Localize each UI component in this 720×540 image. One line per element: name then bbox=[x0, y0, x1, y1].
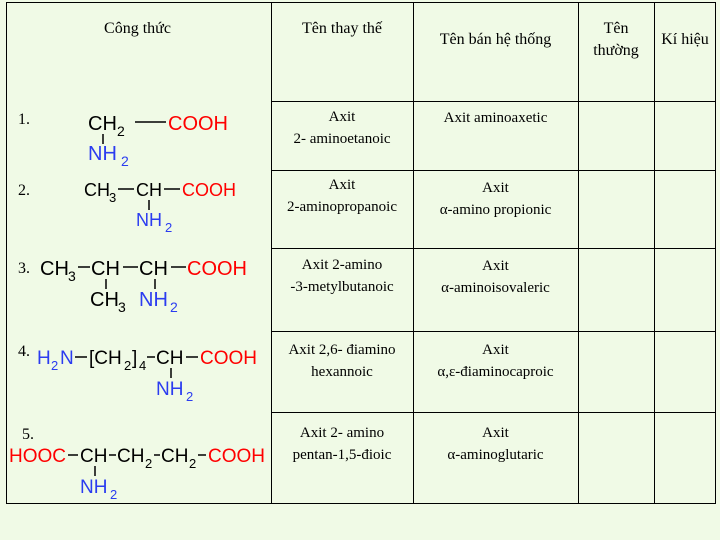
formula-amine: NH bbox=[136, 210, 162, 230]
formula-cooh: HOOC bbox=[9, 446, 66, 467]
formula-cooh: COOH bbox=[182, 180, 236, 200]
header-semi-systematic-name: Tên bán hệ thống bbox=[439, 31, 552, 49]
semi-systematic-name: Axit α-aminoisovaleric bbox=[441, 258, 550, 296]
semi-systematic-name: Axit α-amino propionic bbox=[439, 180, 552, 218]
formula-cooh: COOH bbox=[208, 446, 265, 467]
formula-subscript: 2 bbox=[110, 487, 118, 502]
semi-systematic-name: Axit α,ε-điaminocaproic bbox=[437, 342, 554, 380]
formula-valine bbox=[40, 258, 247, 315]
formula-subscript: 2 bbox=[121, 153, 129, 169]
formula-subscript: 2 bbox=[170, 299, 178, 315]
formula-amine: NH bbox=[139, 289, 168, 311]
formula-amine: NH bbox=[88, 143, 117, 165]
formula-subscript: 2 bbox=[117, 123, 125, 139]
formula-atom: CH bbox=[84, 180, 110, 200]
formula-glutamic-acid bbox=[9, 446, 265, 502]
formula-atom: CH bbox=[40, 258, 69, 280]
formula-subscript: 3 bbox=[68, 268, 76, 284]
row-number: 3. bbox=[18, 260, 30, 277]
formula-subscript: 3 bbox=[109, 190, 117, 205]
row-number: 2. bbox=[18, 182, 30, 199]
row-number: 1. bbox=[18, 111, 30, 128]
substitutive-name: Axit 2-aminopropanoic bbox=[287, 177, 397, 215]
formula-subscript: 2 bbox=[145, 456, 153, 471]
formula-subscript: 3 bbox=[118, 299, 126, 315]
formula-lysine bbox=[37, 348, 257, 404]
header-substitutive-name: Tên thay thế bbox=[302, 20, 382, 38]
formula-cooh: COOH bbox=[168, 113, 228, 135]
formula-atom: [CH bbox=[89, 348, 122, 369]
row-number: 5. bbox=[22, 426, 34, 443]
formula-atom: CH bbox=[139, 258, 168, 280]
header-formula: Công thức bbox=[104, 20, 171, 38]
row-number: 4. bbox=[18, 343, 30, 360]
substitutive-name: Axit 2- amino pentan-1,5-đioic bbox=[292, 425, 392, 463]
formula-subscript: 2 bbox=[165, 220, 173, 235]
semi-systematic-name: Axit α-aminoglutaric bbox=[447, 425, 544, 463]
formula-atom: CH bbox=[90, 289, 119, 311]
semi-systematic-name: Axit aminoaxetic bbox=[443, 110, 548, 127]
substitutive-name: Axit 2- aminoetanoic bbox=[293, 109, 391, 147]
formula-atom: CH bbox=[80, 446, 108, 467]
formula-subscript: 2 bbox=[124, 358, 132, 373]
formula-subscript: 4 bbox=[139, 358, 147, 373]
formula-atom: H bbox=[37, 348, 51, 369]
header-symbol: Kí hiệu bbox=[661, 31, 709, 49]
formula-amine: NH bbox=[156, 379, 184, 400]
formula-subscript: 2 bbox=[189, 456, 197, 471]
formula-atom: CH bbox=[161, 446, 189, 467]
header-common-name: Tên thường bbox=[593, 20, 639, 59]
formula-atom: CH bbox=[91, 258, 120, 280]
formula-subscript: 2 bbox=[186, 389, 194, 404]
formula-subscript: 2 bbox=[51, 358, 59, 373]
formula-atom: ] bbox=[132, 348, 138, 369]
formula-atom: N bbox=[60, 348, 74, 369]
formula-atom: CH bbox=[136, 180, 162, 200]
formula-atom: CH bbox=[88, 113, 117, 135]
substitutive-name: Axit 2,6- điamino hexannoic bbox=[288, 342, 396, 380]
formula-glycine bbox=[88, 113, 228, 169]
formula-amine: NH bbox=[80, 477, 108, 498]
formula-atom: CH bbox=[117, 446, 145, 467]
substitutive-name: Axit 2-amino -3-metylbutanoic bbox=[290, 257, 394, 295]
formula-cooh: COOH bbox=[187, 258, 247, 280]
formula-atom: CH bbox=[156, 348, 184, 369]
formula-cooh: COOH bbox=[200, 348, 257, 369]
formula-alanine bbox=[84, 180, 236, 235]
